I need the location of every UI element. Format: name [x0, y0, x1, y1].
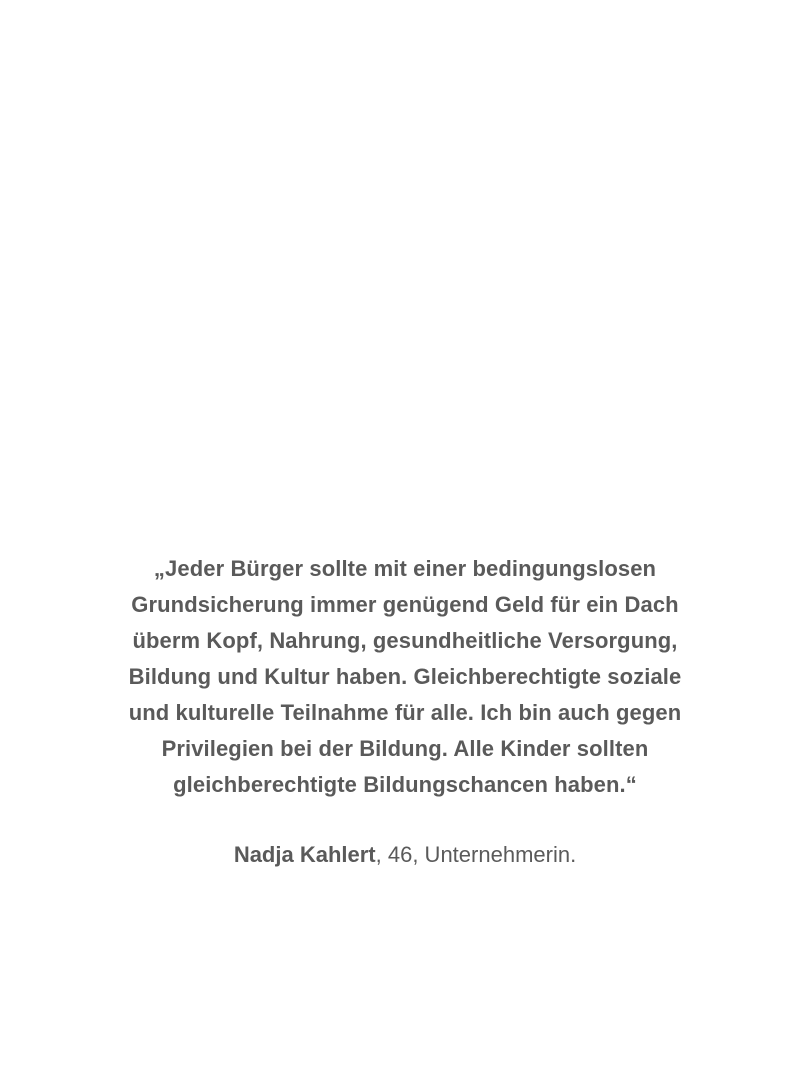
- quote-line-5: und kulturelle Teilnahme für alle. Ich bin auch gegen: [128, 700, 682, 725]
- quote-line-6: Privilegien bei der Bildung. Alle Kinder sollten: [161, 736, 649, 761]
- quote-line-1: „Jeder Bürger sollte mit einer bedingungslosen: [153, 556, 657, 581]
- quote-text: [60, 551, 750, 803]
- quote-line-2: Grundsicherung immer genügend Geld für ein Dach: [131, 592, 679, 617]
- quote-block: [60, 551, 750, 873]
- quote-line-4: Bildung und Kultur haben. Gleichberechtigte soziale: [128, 664, 682, 689]
- attribution: [60, 837, 750, 873]
- quote-line-3: überm Kopf, Nahrung, gesundheitliche Versorgung,: [132, 628, 678, 653]
- author-name: Nadja Kahlert: [233, 842, 376, 867]
- author-details: , 46, Unternehmerin.: [375, 842, 577, 867]
- quote-line-7: gleichberechtigte Bildungschancen haben.“: [173, 772, 637, 797]
